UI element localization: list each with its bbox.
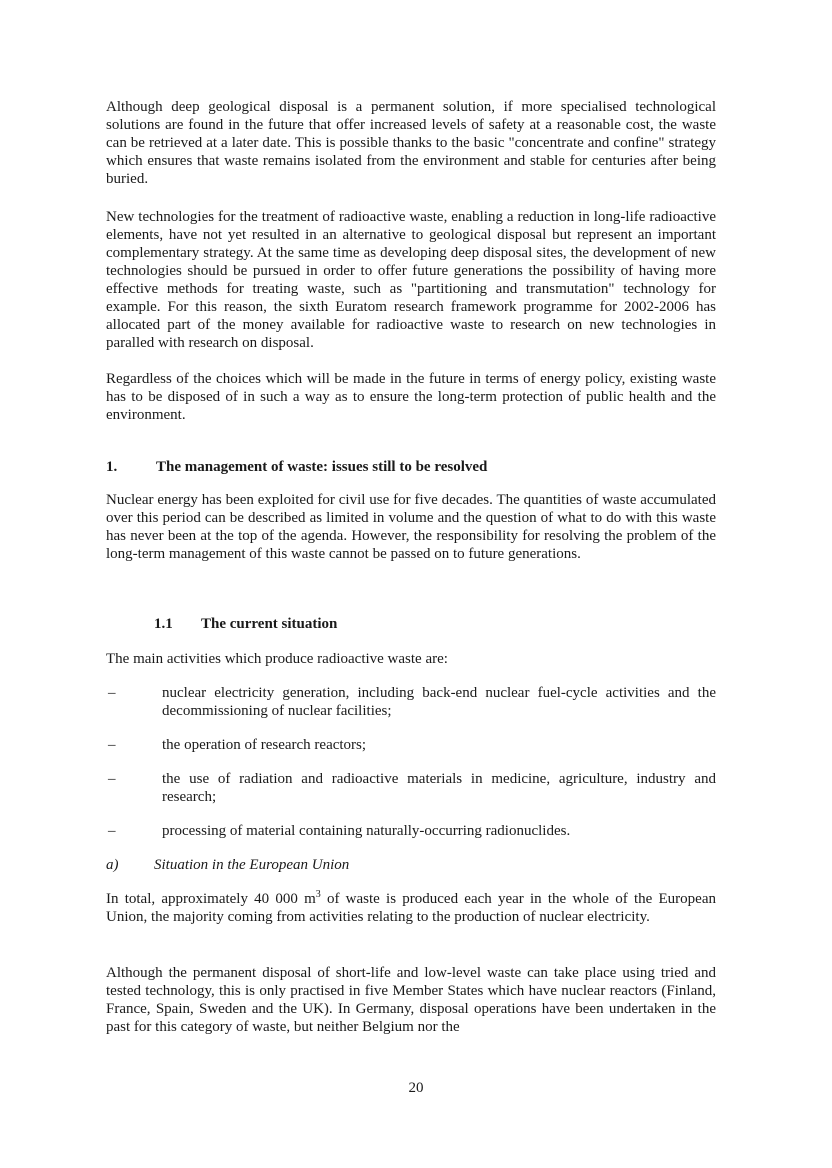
paragraph-regardless: Regardless of the choices which will be made in the future in terms of energy policy, existing waste has to be disposed of in such a way as to ensure the long-term protection of public health and the environment. bbox=[106, 371, 716, 423]
list-item-text: the operation of research reactors; bbox=[162, 737, 367, 753]
list-dash: – bbox=[108, 771, 116, 787]
paragraph-deep-disposal: Although deep geological disposal is a permanent solution, if more specialised technological solutions are found in the future that offer increased levels of safety at a reasonable cost, the waste can be retrieved at a later date. This is possible thanks to the basic "concentrate and confine" strategy which ensures that waste remains isolated from the environment and stable for centuries after being buried. bbox=[106, 99, 716, 187]
page-number: 20 bbox=[408, 1080, 424, 1096]
list-item-text: the use of radiation and radioactive materials in medicine, agriculture, industry and research; bbox=[162, 771, 716, 805]
list-item bbox=[106, 770, 716, 806]
cubic-superscript: 3 bbox=[315, 889, 321, 900]
eu-total-text-start: In total, approximately 40 000 m bbox=[106, 891, 316, 907]
list-item-text: processing of material containing naturally-occurring radionuclides. bbox=[162, 823, 571, 839]
eu-total-text-end: of waste is produced each year in the whole of the European Union, the majority coming from activities relating to the production of nuclear electricity. bbox=[106, 891, 716, 925]
section-number: 1. bbox=[106, 459, 118, 475]
list-item-text: nuclear electricity generation, including back-end nuclear fuel-cycle activities and the decommissioning of nuclear facilities; bbox=[162, 685, 716, 719]
paragraph-permanent-disposal: Although the permanent disposal of short-life and low-level waste can take place using tried and tested technology, this is only practised in five Member States which have nuclear reactors (Finland, France, Spain, Sweden and the UK). In Germany, disposal operations have been undertaken in the past for this category of waste, but neither Belgium nor the bbox=[106, 965, 716, 1035]
section-heading-1-1 bbox=[154, 615, 337, 633]
paragraph-eu-total bbox=[106, 890, 716, 926]
paragraph-main-activities: The main activities which produce radioactive waste are: bbox=[106, 651, 448, 667]
paragraph-nuclear-energy: Nuclear energy has been exploited for civil use for five decades. The quantities of waste accumulated over this period can be described as limited in volume and the question of what to do with this waste has never been at the top of the agenda. However, the responsibility for resolving the problem of the long-term management of this waste cannot be passed on to future generations. bbox=[106, 492, 716, 562]
subsection-title: The current situation bbox=[201, 616, 338, 632]
paragraph-new-technologies: New technologies for the treatment of radioactive waste, enabling a reduction in long-life radioactive elements, have not yet resulted in an alternative to geological disposal but represent an important complementary strategy. At the same time as developing deep disposal sites, the development of new technologies should be pursued in order to offer future generations the possibility of having more effective methods for treating waste, such as "partitioning and transmutation" technology for example. For this reason, the sixth Euratom research framework programme for 2002-2006 has allocated part of the money available for radioactive waste to research on new technologies in paralled with research on disposal. bbox=[106, 209, 716, 351]
subheading-label: a) bbox=[106, 857, 119, 873]
section-heading-1 bbox=[106, 458, 487, 476]
section-title: The management of waste: issues still to be resolved bbox=[156, 459, 488, 475]
subheading-title: Situation in the European Union bbox=[154, 857, 350, 873]
list-item bbox=[106, 736, 716, 754]
list-dash: – bbox=[108, 685, 116, 701]
list-dash: – bbox=[108, 737, 116, 753]
list-item bbox=[106, 822, 716, 840]
subheading-eu-situation bbox=[106, 856, 350, 874]
list-dash: – bbox=[108, 823, 116, 839]
list-item bbox=[106, 684, 716, 720]
subsection-number: 1.1 bbox=[154, 616, 173, 632]
